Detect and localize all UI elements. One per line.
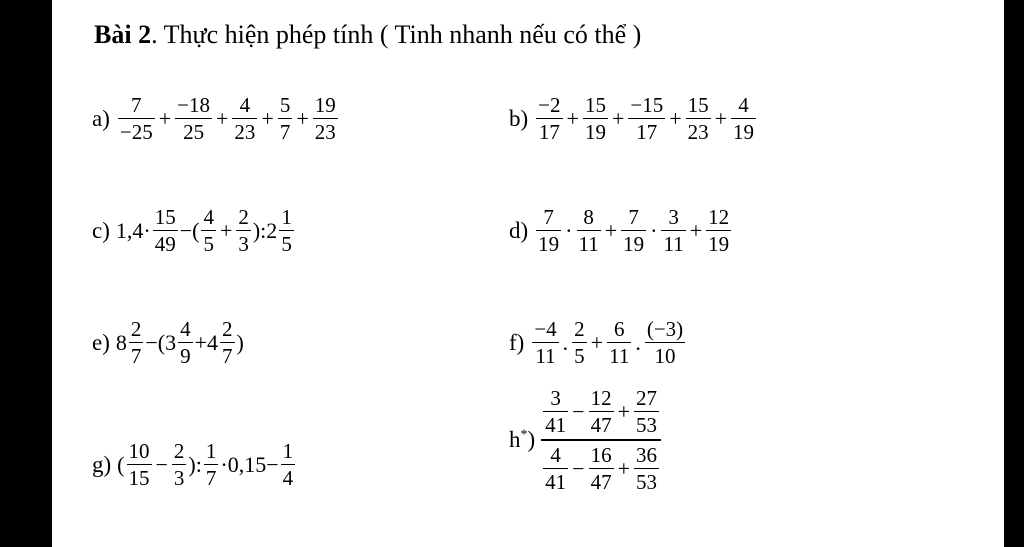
fraction: $\frac{2}{3}$ — [173, 439, 185, 491]
problem-a-label: a) — [92, 105, 110, 131]
expression-text: ( — [117, 451, 125, 477]
expression-text: −( — [179, 217, 200, 243]
compound-fraction — [541, 387, 661, 493]
problem-g — [92, 440, 297, 489]
operator: + — [714, 105, 728, 131]
fraction: $\frac{2}{7}$ — [130, 317, 142, 369]
fraction: $\frac{7}{19}$ — [538, 205, 560, 257]
operator: + — [669, 105, 682, 131]
expression-text: ): — [188, 451, 202, 477]
fraction: $\frac{6}{11}$ — [609, 317, 630, 369]
operator: + — [261, 105, 274, 131]
problem-c — [92, 206, 296, 255]
problem-e-label: e) — [92, 329, 110, 355]
problem-c-label: c) — [92, 217, 110, 243]
operator: · — [565, 217, 573, 243]
fraction: $\frac{16}{47}$ — [590, 443, 612, 495]
operator: + — [215, 105, 229, 131]
fraction: $\frac{8}{11}$ — [578, 205, 599, 257]
fraction: $\frac{27}{53}$ — [636, 386, 658, 438]
fraction: $\frac{-2}{17}$ — [538, 93, 561, 145]
expression-text: ·0,15− — [220, 451, 279, 477]
operator: + — [617, 398, 631, 424]
problem-d — [509, 206, 733, 255]
fraction: $\frac{15}{19}$ — [584, 93, 606, 145]
operator: + — [296, 105, 309, 131]
operator: + — [689, 217, 703, 243]
fraction: $\frac{3}{41}$ — [545, 386, 567, 438]
problem-f-label: f) — [509, 329, 525, 355]
fraction: $\frac{15}{23}$ — [687, 93, 709, 145]
fraction: $\frac{2}{7}$ — [222, 317, 233, 369]
fraction: $\frac{4}{19}$ — [733, 93, 755, 145]
expression-text: ) — [236, 329, 244, 355]
fraction: $\frac{1}{4}$ — [282, 439, 294, 491]
fraction: $\frac{5}{7}$ — [279, 93, 291, 145]
star-superscript: * — [520, 427, 528, 443]
exercise-instruction: . Thực hiện phép tính ( Tinh nhanh nếu có thể ) — [151, 20, 642, 49]
expression-text: −(3 — [145, 329, 177, 355]
fraction: $\frac{10}{15}$ — [128, 439, 150, 491]
fraction: $\frac{19}{23}$ — [314, 93, 336, 145]
operator: · — [650, 217, 658, 243]
fraction: $\frac{1}{5}$ — [281, 205, 292, 257]
fraction: $\frac{4}{41}$ — [545, 443, 567, 495]
fraction: $\frac{3}{11}$ — [663, 205, 684, 257]
operator: + — [604, 217, 618, 243]
document-page — [52, 0, 1004, 547]
operator: − — [572, 455, 585, 481]
fraction: $\frac{12}{19}$ — [708, 205, 730, 257]
compound-numerator — [541, 387, 661, 436]
expression-text: +4 — [194, 329, 219, 355]
expression-text: 8 — [115, 329, 127, 355]
operator: . — [635, 329, 641, 355]
fraction: $\frac{7}{-25}$ — [119, 93, 153, 145]
fraction: $\frac{12}{47}$ — [590, 386, 612, 438]
fraction: $\frac{7}{19}$ — [623, 205, 645, 257]
fraction: $\frac{36}{53}$ — [636, 443, 658, 495]
operator: + — [590, 329, 604, 355]
fraction: $\frac{4}{23}$ — [234, 93, 256, 145]
fraction: $\frac{15}{49}$ — [154, 205, 176, 257]
fraction: $\frac{2}{5}$ — [574, 317, 585, 369]
expression-text: ):2 — [252, 217, 278, 243]
problem-g-label: g) — [92, 451, 112, 477]
fraction: $\frac{-4}{11}$ — [534, 317, 557, 369]
problem-a — [92, 94, 340, 143]
fraction: $\frac{4}{9}$ — [180, 317, 191, 369]
problem-d-label: d) — [509, 217, 529, 243]
fraction: $\frac{-15}{17}$ — [630, 93, 664, 145]
problem-b-label: b) — [509, 105, 529, 131]
fraction: $\frac{-18}{25}$ — [177, 93, 210, 145]
operator: + — [617, 455, 631, 481]
expression-text: 1,4· — [115, 217, 151, 243]
problem-e — [92, 318, 244, 367]
fraction: $\frac{4}{5}$ — [203, 205, 214, 257]
compound-denominator — [541, 444, 661, 493]
fraction: $\frac{(-3)}{10}$ — [646, 317, 684, 369]
fraction: $\frac{2}{3}$ — [238, 205, 249, 257]
operator: . — [562, 329, 569, 355]
problem-b — [509, 94, 758, 143]
exercise-number: Bài 2 — [94, 20, 152, 49]
exercise-title — [94, 20, 641, 50]
problem-f — [509, 318, 687, 367]
operator: + — [611, 105, 625, 131]
operator: + — [219, 217, 233, 243]
operator: + — [566, 105, 579, 131]
fraction: $\frac{1}{7}$ — [205, 439, 217, 491]
operator: + — [158, 105, 172, 131]
problem-h-label: h*) — [509, 427, 536, 453]
problem-h — [509, 387, 661, 493]
main-fraction-bar — [541, 439, 661, 441]
operator: − — [572, 398, 585, 424]
operator: − — [155, 451, 168, 477]
